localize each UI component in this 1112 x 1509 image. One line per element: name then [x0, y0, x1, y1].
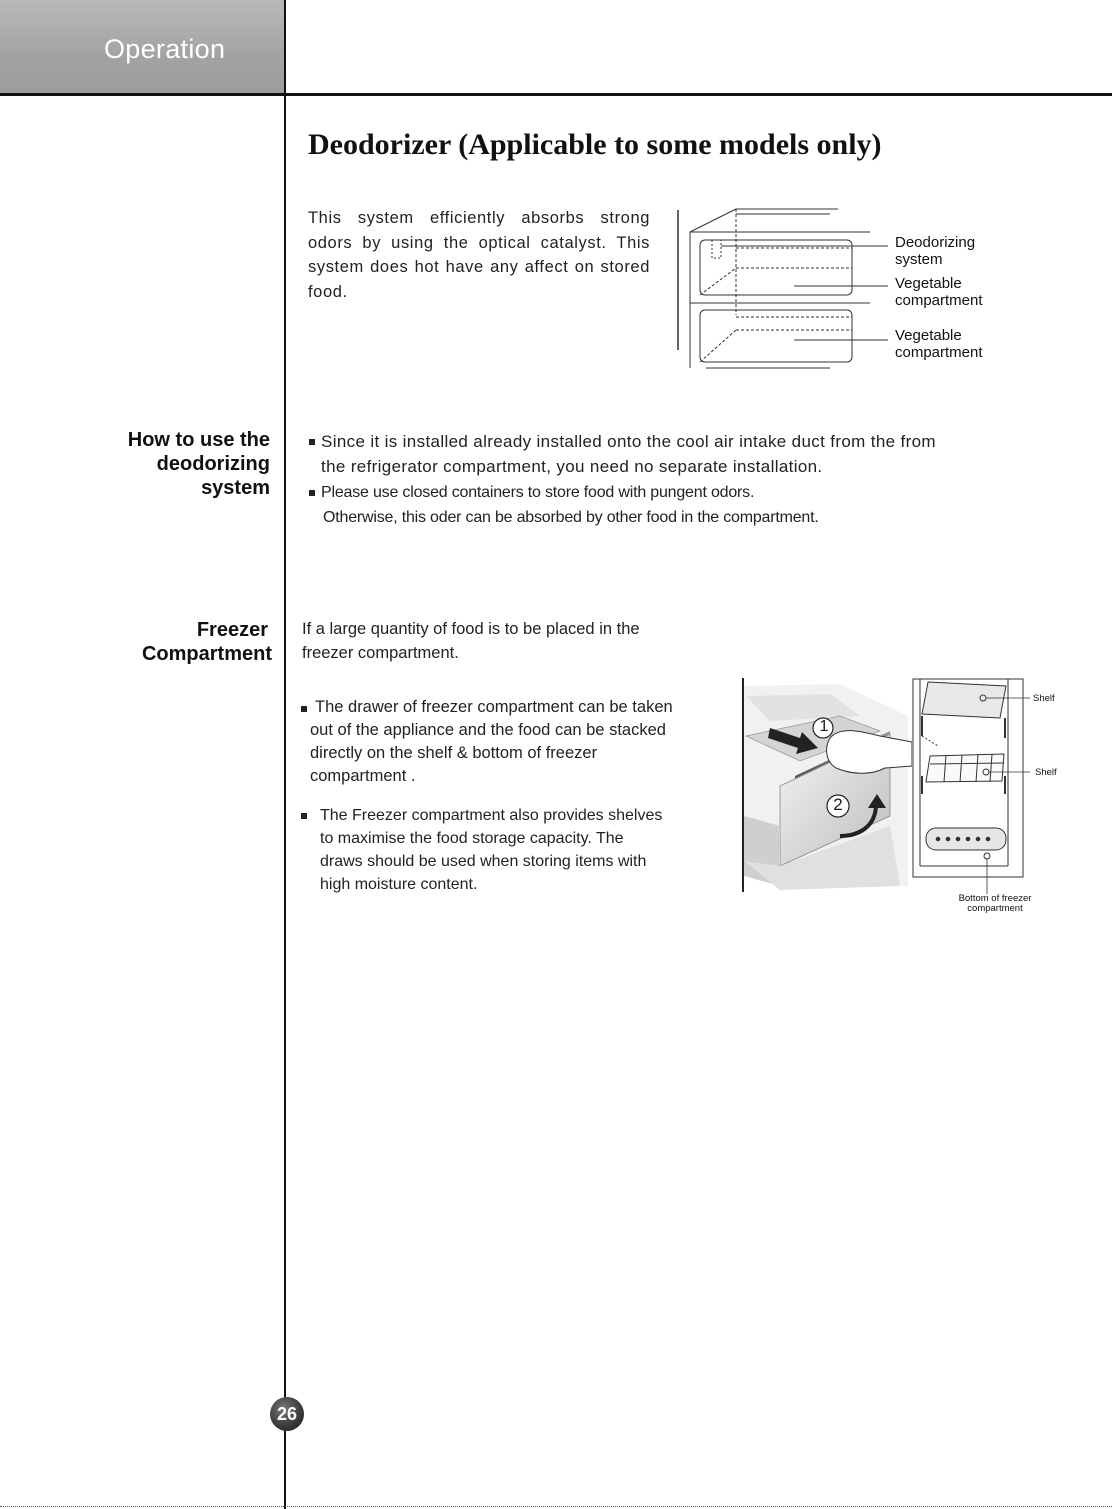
bullet-icon: [301, 813, 307, 819]
bullet-icon: [309, 439, 315, 445]
page-title: Deodorizer (Applicable to some models only): [308, 128, 882, 161]
step-1-marker: 1: [819, 718, 829, 735]
how-to-use-bullets: [308, 430, 1018, 530]
header-divider: [0, 93, 1112, 96]
bullet-icon: [309, 490, 315, 496]
page-number: 26: [270, 1397, 304, 1431]
list-item: The drawer of freezer compartment can be taken out of the appliance and the food can be stacked directly on the shelf & bottom of freezer compartment .: [300, 696, 740, 788]
drawer-removal-illustration: [740, 676, 912, 894]
step-2-marker: 2: [833, 795, 843, 814]
label-vegetable-compartment-1: Vegetable compartment: [895, 275, 983, 309]
label-shelf-top: Shelf: [1033, 693, 1055, 704]
deodorizer-intro: This system efficiently absorbs strong odors by using the optical catalyst. This system does hot have any affect on stored food.: [308, 209, 650, 301]
label-bottom-of-freezer: Bottom of freezer compartment: [958, 893, 1032, 914]
label-deodorizing-system: Deodorizing system: [895, 234, 976, 268]
footer-rule: [0, 1506, 1112, 1507]
section-title: Operation: [104, 34, 226, 64]
list-item: Since it is installed already installed onto the cool air intake duct from the from the refrigerator compartment, you need no separate installation.: [308, 430, 1018, 479]
margin-rule: [284, 0, 286, 1509]
list-item: The Freezer compartment also provides shelves to maximise the food storage capacity. The draws should be used when storing items with high moisture content.: [300, 804, 740, 896]
freezer-heading: Freezer Compartment: [141, 619, 272, 665]
list-item: Please use closed containers to store food with pungent odors. Otherwise, this oder can be absorbed by other food in the compartment.: [308, 481, 1018, 530]
freezer-intro: If a large quantity of food is to be placed in the freezer compartment.: [302, 620, 640, 662]
bullet-icon: [301, 706, 307, 712]
how-to-use-heading: How to use the deodorizing system: [127, 429, 270, 499]
label-vegetable-compartment-2: Vegetable compartment: [895, 327, 983, 361]
label-shelf-middle: Shelf: [1035, 767, 1057, 778]
freezer-shelves-illustration: [908, 676, 1058, 912]
section-tab: [0, 0, 284, 93]
